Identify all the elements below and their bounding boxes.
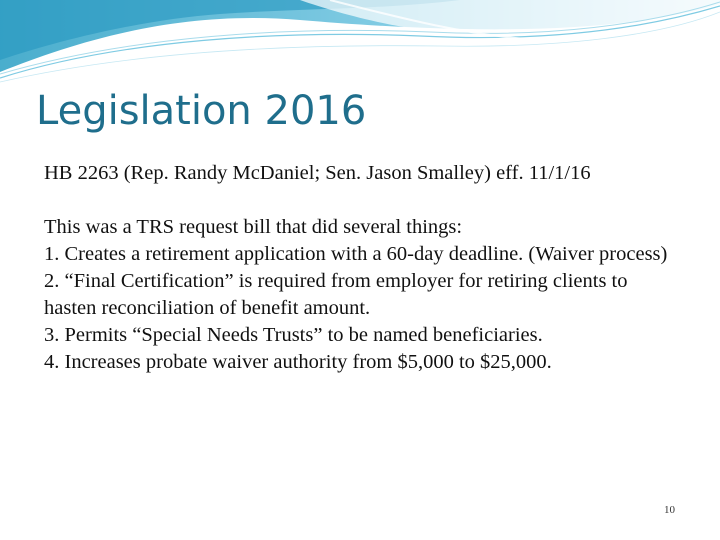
intro-text: This was a TRS request bill that did several things: bbox=[44, 216, 463, 238]
header-wave-decoration bbox=[0, 0, 720, 90]
list-item: 2. “Final Certification” is required from employer for retiring clients to hasten reconciliation of benefit amount. bbox=[44, 270, 628, 319]
slide-title: Legislation 2016 bbox=[36, 88, 367, 134]
list-item: 4. Increases probate waiver authority from $5,000 to $25,000. bbox=[44, 351, 552, 373]
page-number: 10 bbox=[664, 504, 675, 516]
list-item: 1. Creates a retirement application with a 60-day deadline. (Waiver process) bbox=[44, 243, 668, 265]
slide-body bbox=[44, 160, 684, 376]
bill-line: HB 2263 (Rep. Randy McDaniel; Sen. Jason Smalley) eff. 11/1/16 bbox=[44, 162, 591, 184]
spacer bbox=[44, 187, 684, 214]
list-item: 3. Permits “Special Needs Trusts” to be named beneficiaries. bbox=[44, 324, 543, 346]
